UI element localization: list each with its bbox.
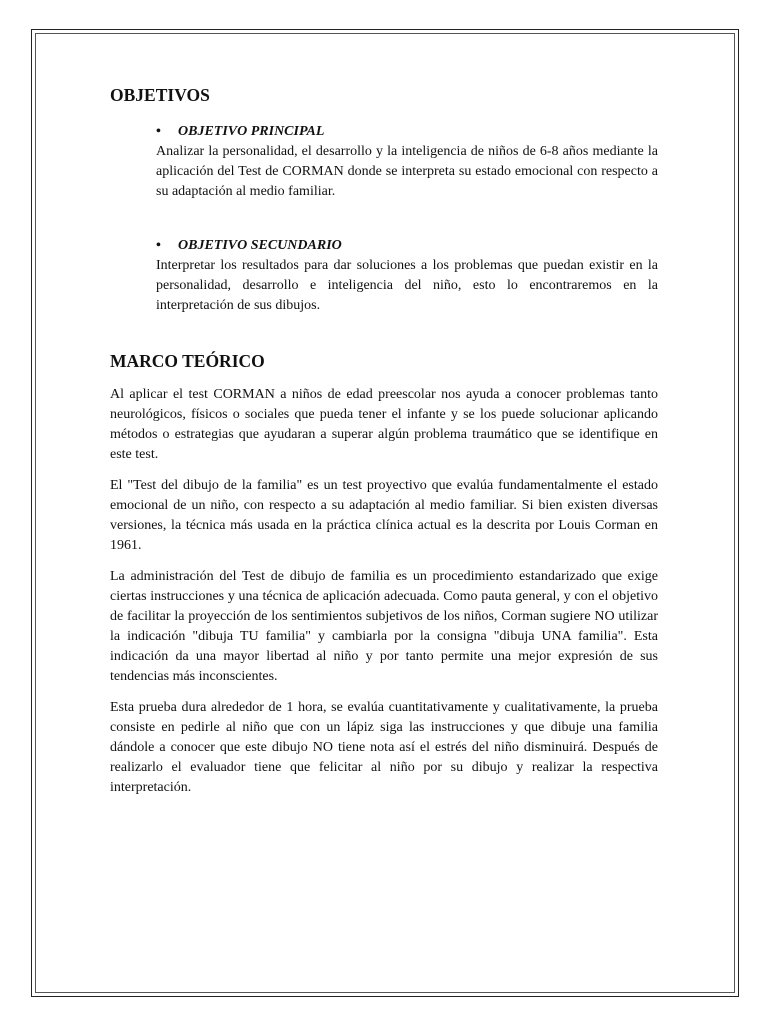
objetivo-principal-label: OBJETIVO PRINCIPAL <box>178 124 325 139</box>
document-content <box>110 84 658 798</box>
marco-paragraph-4: Esta prueba dura alrededor de 1 hora, se evalúa cuantitativamente y cualitativamente, la prueba consiste en pedirle al niño que con un lápiz siga las instrucciones y que dibuje una familia dándole a conocer que este dibujo NO tiene nota así el estrés del niño disminuirá. Después de realizarlo el evaluador tiene que felicitar al niño por su dibujo y realizar la respectiva interpretación. <box>110 700 658 795</box>
marco-paragraph-3: La administración del Test de dibujo de familia es un procedimiento estandarizado que exige ciertas instrucciones y una técnica de aplicación adecuada. Como pauta general, y con el objetivo de facilitar la proyección de los sentimientos subjetivos de los niños, Corman sugiere NO utilizar la indicación "dibuja TU familia" y cambiarla por la consigna "dibuja UNA familia". Esta indicación da una mayor libertad al niño y por tanto permite una mejor expresión de sus tendencias más inconscientes. <box>110 569 658 684</box>
bullet-icon: • <box>156 238 161 253</box>
objetivo-secundario <box>156 236 658 316</box>
bullet-icon: • <box>156 124 161 139</box>
marco-teorico-body <box>110 385 658 798</box>
marco-teorico-heading: MARCO TEÓRICO <box>110 351 265 371</box>
objetivo-principal <box>156 122 658 202</box>
marco-paragraph-2: El "Test del dibujo de la familia" es un test proyectivo que evalúa fundamentalmente el estado emocional de un niño, con respecto a su adaptación al medio familiar. Si bien existen diversas versiones, la técnica más usada en la práctica clínica actual es la descrita por Louis Corman en 1961. <box>110 478 658 553</box>
objetivo-secundario-label: OBJETIVO SECUNDARIO <box>178 238 342 253</box>
objetivo-secundario-title <box>156 236 658 256</box>
marco-paragraph-1: Al aplicar el test CORMAN a niños de edad preescolar nos ayuda a conocer problemas tanto neurológicos, físicos o sociales que pueda tener el infante y se los puede solucionar aplicando métodos o estrategias que ayudaran a superar algún problema traumático que se identifique en este test. <box>110 387 658 462</box>
objetivos-heading: OBJETIVOS <box>110 85 210 105</box>
objetivo-secundario-text: Interpretar los resultados para dar soluciones a los problemas que puedan existir en la personalidad, desarrollo e inteligencia del niño, esto lo encontraremos en la interpretación de sus dibujos. <box>156 258 658 313</box>
objetivo-principal-title <box>156 122 658 142</box>
objetivo-principal-text: Analizar la personalidad, el desarrollo y la inteligencia de niños de 6-8 años mediante la aplicación del Test de CORMAN donde se interpreta su estado emocional con respecto a su adaptación al medio familiar. <box>156 144 658 199</box>
